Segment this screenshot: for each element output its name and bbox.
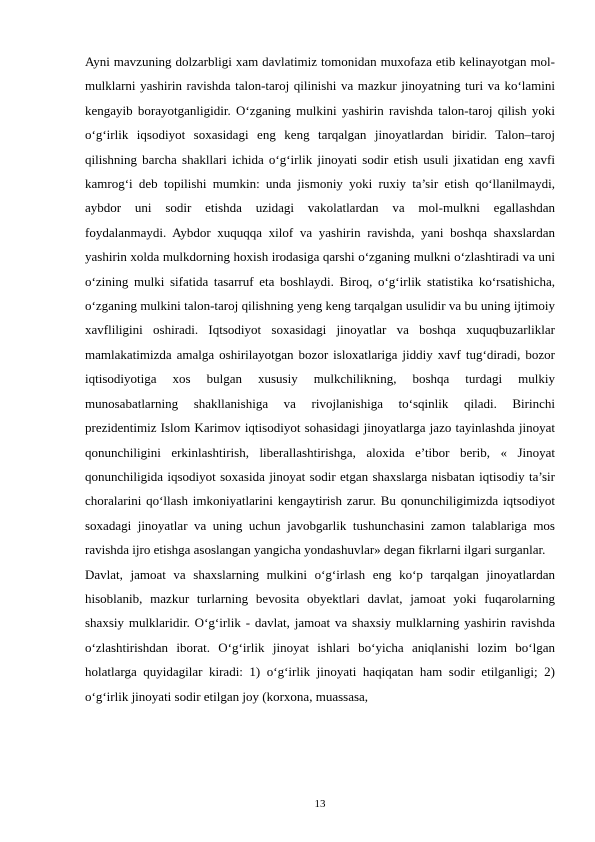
paragraph-1: Ayni mavzuning dolzarbligi xam davlatimiz tomonidan muxofaza etib kelinayotgan mol-mulklarni yashirin ravishda talon-taroj qilinishi va mazkur jinoyatning turi va ko‘lamini kengayib borayotganligidir. O‘zganing mulkini yashirin ravishda talon-taroj qilish yoki o‘g‘irlik iqsodiyot soxasidagi eng keng tarqalgan jinoyatlardan biridir. Talon–taroj qilishning barcha shakllari ichida o‘g‘irlik jinoyati sodir etish usuli jixatidan eng xavfi kamrog‘i deb topilishi mumkin: unda jismoniy yoki ruxiy ta’sir etish qo‘llanilmaydi, aybdor uni sodir etishda uzidagi vakolatlardan va mol-mulkni egallashdan foydalanmaydi. Aybdor xuquqqa xilof va yashirin ravishda, yani boshqa shaxslardan yashirin xolda mulkdorning hoxish irodasiga qarshi o‘zganing mulkni o‘zlashtiradi va uni o‘zining mulki sifatida tasarruf eta boshlaydi. Biroq, o‘g‘irlik statistika ko‘rsatishicha, o‘zganing mulkini talon-taroj qilishning yeng keng tarqalgan usulidir va bu uning ijtimoiy xavfliligini oshiradi. Iqtsodiyot soxasidagi jinoyatlar va boshqa xuquqbuzarliklar mamlakatimizda amalga oshirilayotgan bozor isloxatlariga jiddiy xavf tug‘diradi, bozor iqtisodiyotiga xos bulgan xususiy mulkchilikning, boshqa turdagi mulkiy munosabatlarning shakllanishiga va rivojlanishiga to‘sqinlik qiladi. Birinchi prezidentimiz Islom Karimov iqtisodiyot sohasidagi jinoyatlarga jazo tayinlashda jinoyat qonunchiligini erkinlashtirish, liberallashtirishga, aloxida e’tibor berib, « Jinoyat qonunchiligida iqsodiyot soxasida jinoyat sodir etgan shaxslarga nisbatan iqtisodiy ta’sir choralarini qo‘llash imkoniyatlarini kengaytirish zarur. Bu qonunchiligimizda iqtsodiyot soxadagi jinoyatlar va uning uchun javobgarlik tushunchasini zamon talablariga mos ravishda ijro etishga asoslangan yangicha yondashuvlar» degan fikrlarni ilgari surganlar. xyxy=(85,54,555,558)
page-number: 13 xyxy=(314,798,326,810)
paragraph-2: Davlat, jamoat va shaxslarning mulkini o‘g‘irlash eng ko‘p tarqalgan jinoyatlardan hisoblanib, mazkur turlarning bevosita obyektlari davlat, jamoat yoki fuqarolarning shaxsiy mulklaridir. O‘g‘irlik - davlat, jamoat va shaxsiy mulklarning yashirin ravishda o‘zlashtirishdan iborat. O‘g‘irlik jinoyat ishlari bo‘yicha aniqlanishi lozim bo‘lgan holatlarga quyidagilar kiradi: 1) o‘g‘irlik jinoyati haqiqatan ham sodir etilganligi; 2) o‘g‘irlik jinoyati sodir etilgan joy (korxona, muassasa, xyxy=(85,566,555,704)
document-body xyxy=(85,50,555,709)
